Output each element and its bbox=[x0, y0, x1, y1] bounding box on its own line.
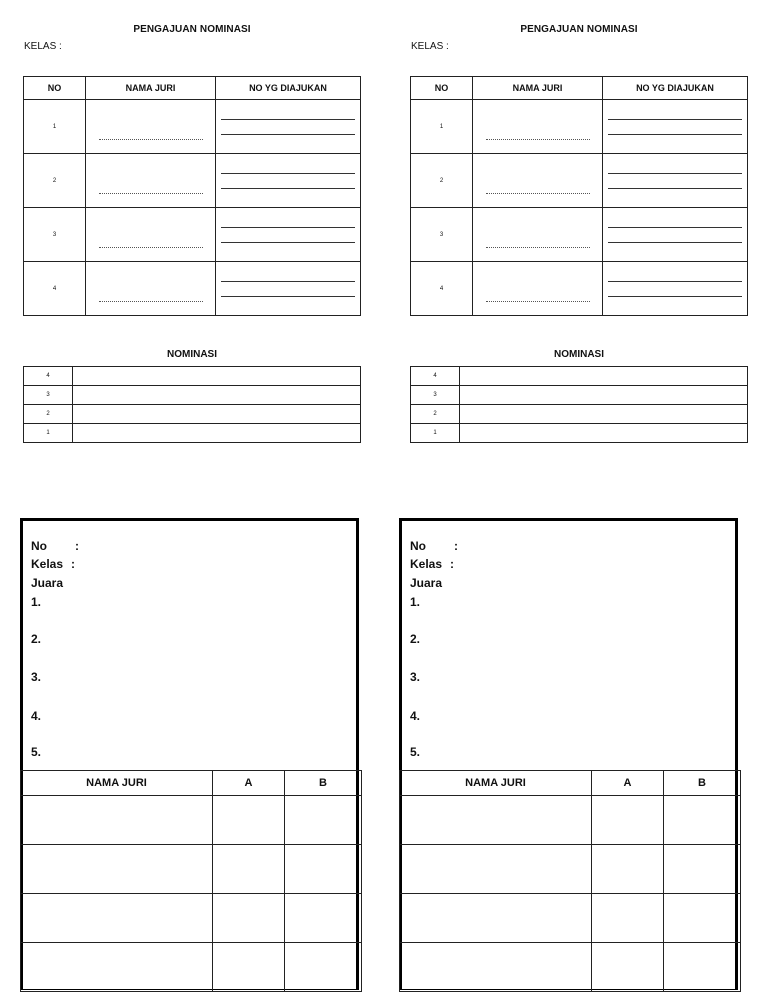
table-row bbox=[400, 845, 741, 894]
proposed-number-field[interactable] bbox=[216, 208, 361, 262]
score-b-field[interactable] bbox=[664, 943, 741, 992]
score-a-field[interactable] bbox=[213, 796, 285, 845]
header-nama-juri: NAMA JURI bbox=[400, 771, 592, 796]
list-item bbox=[411, 424, 748, 443]
nominasi-field[interactable] bbox=[460, 424, 748, 443]
winner-card-right bbox=[399, 518, 738, 990]
nominasi-table bbox=[23, 366, 361, 443]
table-row bbox=[24, 100, 361, 154]
judge-name-field[interactable] bbox=[21, 943, 213, 992]
score-b-field[interactable] bbox=[285, 845, 362, 894]
table-row bbox=[400, 796, 741, 845]
score-a-field[interactable] bbox=[592, 845, 664, 894]
rank-label: 5. bbox=[410, 745, 421, 759]
nominasi-field[interactable] bbox=[73, 405, 361, 424]
table-row bbox=[411, 208, 748, 262]
list-item bbox=[24, 405, 361, 424]
header-no: NO bbox=[24, 77, 86, 100]
table-row bbox=[21, 845, 362, 894]
list-item bbox=[24, 367, 361, 386]
header-a: A bbox=[213, 771, 285, 796]
header-nama-juri: NAMA JURI bbox=[473, 77, 603, 100]
nominasi-field[interactable] bbox=[460, 386, 748, 405]
table-row bbox=[400, 894, 741, 943]
header-b: B bbox=[664, 771, 741, 796]
nominasi-field[interactable] bbox=[73, 386, 361, 405]
judge-name-field[interactable] bbox=[473, 154, 603, 208]
header-nama-juri: NAMA JURI bbox=[86, 77, 216, 100]
nominasi-table bbox=[410, 366, 748, 443]
score-a-field[interactable] bbox=[213, 943, 285, 992]
row-number: 3 bbox=[24, 208, 86, 262]
judge-name-field[interactable] bbox=[473, 100, 603, 154]
row-number: 4 bbox=[24, 262, 86, 316]
table-row bbox=[24, 154, 361, 208]
row-number: 2 bbox=[411, 154, 473, 208]
list-item bbox=[411, 386, 748, 405]
kelas-label: Kelas bbox=[31, 557, 64, 571]
rank-label: 3. bbox=[31, 670, 42, 684]
juara-label: Juara bbox=[31, 576, 64, 590]
score-table bbox=[20, 770, 362, 992]
nominasi-rank: 3 bbox=[24, 386, 73, 405]
kelas-colon: : bbox=[71, 557, 75, 571]
judge-name-field[interactable] bbox=[400, 943, 592, 992]
row-number: 2 bbox=[24, 154, 86, 208]
judge-name-field[interactable] bbox=[86, 154, 216, 208]
rank-label: 5. bbox=[31, 745, 42, 759]
row-number: 1 bbox=[411, 100, 473, 154]
nominasi-field[interactable] bbox=[460, 405, 748, 424]
nominasi-field[interactable] bbox=[73, 424, 361, 443]
score-a-field[interactable] bbox=[592, 796, 664, 845]
rank-label: 2. bbox=[31, 632, 42, 646]
list-item bbox=[411, 405, 748, 424]
no-label: No bbox=[31, 539, 47, 553]
proposed-number-field[interactable] bbox=[216, 262, 361, 316]
score-a-field[interactable] bbox=[592, 894, 664, 943]
nominasi-rank: 2 bbox=[411, 405, 460, 424]
nominasi-rank: 1 bbox=[24, 424, 73, 443]
judge-name-field[interactable] bbox=[86, 100, 216, 154]
kelas-label: Kelas bbox=[410, 557, 443, 571]
proposed-number-field[interactable] bbox=[216, 154, 361, 208]
no-colon: : bbox=[454, 539, 458, 553]
table-row bbox=[21, 943, 362, 992]
list-item bbox=[24, 386, 361, 405]
row-number: 4 bbox=[411, 262, 473, 316]
juara-label: Juara bbox=[410, 576, 443, 590]
judge-name-field[interactable] bbox=[21, 796, 213, 845]
rank-label: 3. bbox=[410, 670, 421, 684]
rank-label: 1. bbox=[410, 595, 421, 609]
judge-table bbox=[410, 76, 748, 316]
no-colon: : bbox=[75, 539, 79, 553]
kelas-colon: : bbox=[450, 557, 454, 571]
score-b-field[interactable] bbox=[664, 894, 741, 943]
table-row bbox=[24, 208, 361, 262]
score-b-field[interactable] bbox=[664, 796, 741, 845]
table-row bbox=[411, 262, 748, 316]
rank-label: 1. bbox=[31, 595, 42, 609]
score-a-field[interactable] bbox=[213, 845, 285, 894]
score-b-field[interactable] bbox=[285, 894, 362, 943]
nominasi-rank: 1 bbox=[411, 424, 460, 443]
row-number: 3 bbox=[411, 208, 473, 262]
nominasi-rank: 2 bbox=[24, 405, 73, 424]
proposed-number-field[interactable] bbox=[216, 100, 361, 154]
table-row bbox=[400, 943, 741, 992]
header-no: NO bbox=[411, 77, 473, 100]
rank-label: 4. bbox=[410, 709, 421, 723]
header-no-yg-diajukan: NO YG DIAJUKAN bbox=[603, 77, 748, 100]
winner-card-left bbox=[20, 518, 359, 990]
score-a-field[interactable] bbox=[213, 894, 285, 943]
score-b-field[interactable] bbox=[285, 943, 362, 992]
nominasi-rank: 3 bbox=[411, 386, 460, 405]
judge-name-field[interactable] bbox=[86, 262, 216, 316]
form-title: PENGAJUAN NOMINASI bbox=[133, 24, 251, 35]
proposed-number-field[interactable] bbox=[603, 262, 748, 316]
header-a: A bbox=[592, 771, 664, 796]
judge-name-field[interactable] bbox=[473, 262, 603, 316]
nominasi-title: NOMINASI bbox=[554, 349, 604, 360]
rank-label: 2. bbox=[410, 632, 421, 646]
table-row bbox=[411, 154, 748, 208]
header-nama-juri: NAMA JURI bbox=[21, 771, 213, 796]
table-row bbox=[411, 100, 748, 154]
score-b-field[interactable] bbox=[285, 796, 362, 845]
row-number: 1 bbox=[24, 100, 86, 154]
judge-name-field[interactable] bbox=[400, 796, 592, 845]
kelas-label: KELAS : bbox=[24, 41, 62, 52]
score-table bbox=[399, 770, 741, 992]
judge-name-field[interactable] bbox=[400, 845, 592, 894]
judge-name-field[interactable] bbox=[400, 894, 592, 943]
table-row bbox=[24, 262, 361, 316]
proposed-number-field[interactable] bbox=[603, 154, 748, 208]
judge-name-field[interactable] bbox=[86, 208, 216, 262]
judge-name-field[interactable] bbox=[21, 845, 213, 894]
proposed-number-field[interactable] bbox=[603, 100, 748, 154]
kelas-label: KELAS : bbox=[411, 41, 449, 52]
nominasi-rank: 4 bbox=[24, 367, 73, 386]
judge-table bbox=[23, 76, 361, 316]
score-a-field[interactable] bbox=[592, 943, 664, 992]
list-item bbox=[24, 424, 361, 443]
proposed-number-field[interactable] bbox=[603, 208, 748, 262]
rank-label: 4. bbox=[31, 709, 42, 723]
table-row bbox=[21, 796, 362, 845]
form-title: PENGAJUAN NOMINASI bbox=[520, 24, 638, 35]
list-item bbox=[411, 367, 748, 386]
score-b-field[interactable] bbox=[664, 845, 741, 894]
judge-name-field[interactable] bbox=[21, 894, 213, 943]
nominasi-title: NOMINASI bbox=[167, 349, 217, 360]
header-b: B bbox=[285, 771, 362, 796]
nominasi-field[interactable] bbox=[73, 367, 361, 386]
nominasi-rank: 4 bbox=[411, 367, 460, 386]
header-no-yg-diajukan: NO YG DIAJUKAN bbox=[216, 77, 361, 100]
table-row bbox=[21, 894, 362, 943]
judge-name-field[interactable] bbox=[473, 208, 603, 262]
nominasi-field[interactable] bbox=[460, 367, 748, 386]
no-label: No bbox=[410, 539, 426, 553]
